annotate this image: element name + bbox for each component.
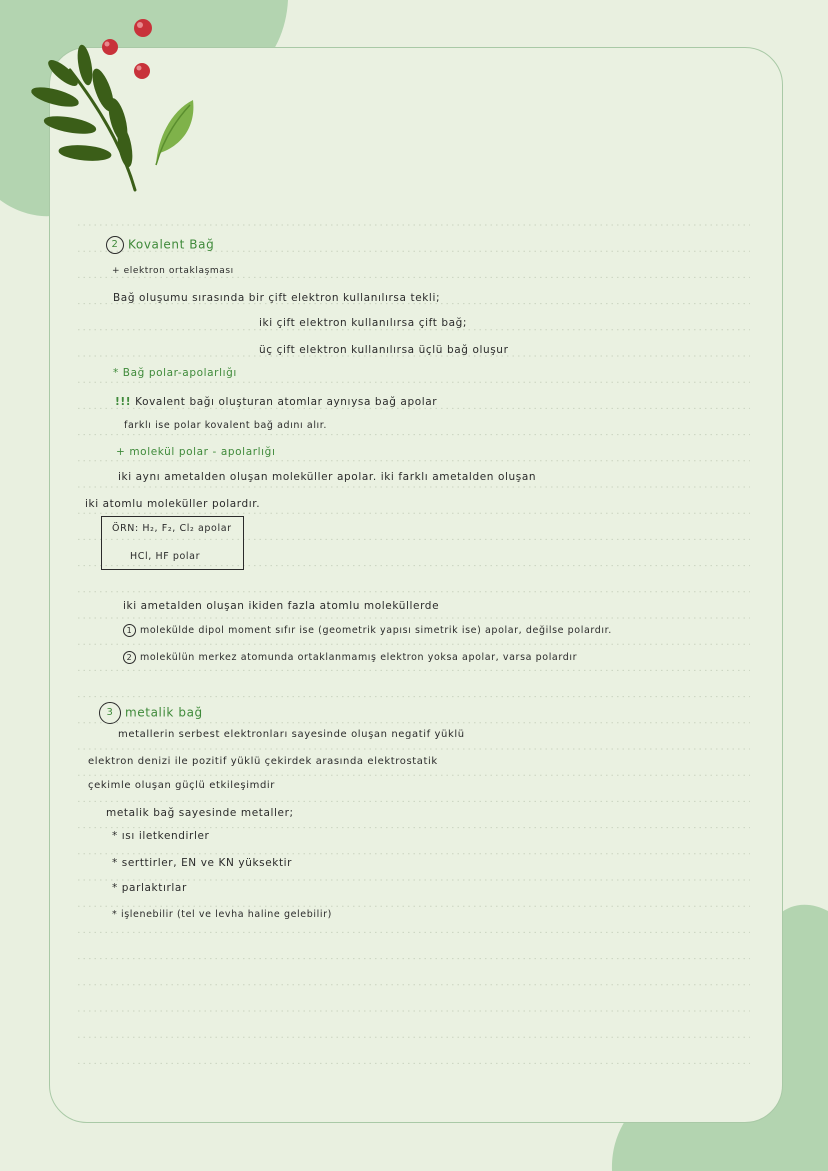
covalent-line6: iki aynı ametalden oluşan moleküller apolar. iki farklı ametalden oluşan [118,471,537,483]
metallic-line4: metalik bağ sayesinde metaller; [106,807,294,819]
covalent-heading: 2 Kovalent Bağ [106,236,214,254]
polarity-rule-1: 1 molekülde dipol moment sıfır ise (geometrik yapısı simetrik ise) apolar, değilse polardır. [123,624,612,638]
example-line2: HCl, HF polar [130,551,201,562]
metal-property-3: * parlaktırlar [112,882,187,894]
covalent-line5: farklı ise polar kovalent bağ adını alır. [124,420,328,431]
covalent-line7: iki atomlu moleküller polardır. [85,498,261,510]
metallic-line2: elektron denizi ile pozitif yüklü çekirdek arasında elektrostatik [88,756,438,767]
bond-polarity-subheading: * Bağ polar-apolarlığı [113,367,237,379]
covalent-line2: iki çift elektron kullanılırsa çift bağ; [259,317,468,329]
metal-property-1: * ısı iletkendirler [112,830,210,842]
warning-mark: !!! [115,396,132,408]
molecule-polarity-subheading: + molekül polar - apolarlığı [116,446,276,458]
covalent-line8: iki ametalden oluşan ikiden fazla atomlu moleküllerde [123,600,440,612]
section-number-3: 3 [99,702,121,724]
metal-property-4: * işlenebilir (tel ve levha haline gelebilir) [112,909,332,920]
section-number-2: 2 [106,236,124,254]
metallic-heading: 3 metalik bağ [99,702,203,724]
metal-property-2: * serttirler, EN ve KN yüksektir [112,857,293,869]
covalent-line3: üç çift elektron kullanılırsa üçlü bağ oluşur [259,344,509,356]
metallic-line3: çekimle oluşan güçlü etkileşimdir [88,780,275,791]
example-line1: ÖRN: H₂, F₂, Cl₂ apolar [112,523,232,534]
covalent-line1: Bağ oluşumu sırasında bir çift elektron kullanılırsa tekli; [113,292,441,304]
covalent-sub1: + elektron ortaklaşması [112,266,234,276]
metallic-line1: metallerin serbest elektronları sayesinde oluşan negatif yüklü [118,729,465,740]
polarity-rule-2: 2 molekülün merkez atomunda ortaklanmamış elektron yoksa apolar, varsa polardır [123,651,577,665]
note-card [49,47,783,1123]
covalent-line4: !!! Kovalent bağı oluşturan atomlar aynıysa bağ apolar [115,396,438,408]
